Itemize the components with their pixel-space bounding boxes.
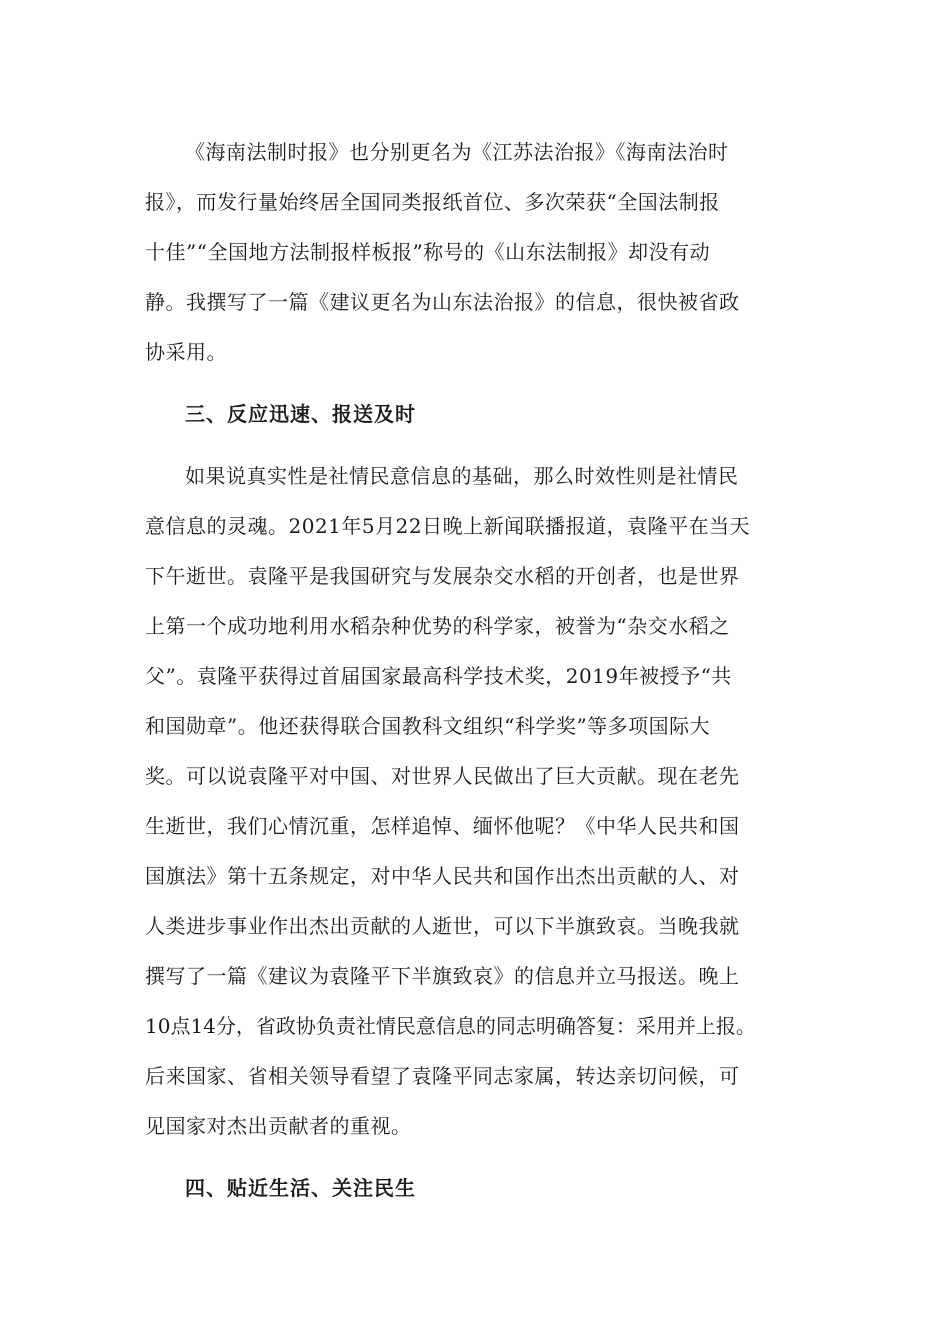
- paragraph-line: 父”。袁隆平获得过首届国家最高科学技术奖，2019年被授予“共: [145, 664, 732, 688]
- paragraph-line: 奖。可以说袁隆平对中国、对世界人民做出了巨大贡献。现在老先: [145, 764, 740, 788]
- paragraph-line: 10点14分，省政协负责社情民意信息的同志明确答复：采用并上报。: [145, 1014, 756, 1038]
- paragraph-line: 《海南法制时报》也分别更名为《江苏法治报》《海南法治时: [185, 140, 729, 164]
- paragraph-line: 协采用。: [145, 340, 227, 364]
- paragraph-line: 人类进步事业作出杰出贡献的人逝世，可以下半旗致哀。当晚我就: [145, 914, 740, 938]
- paragraph-line: 意信息的灵魂。2021年5月22日晚上新闻联播报道，袁隆平在当天: [145, 514, 751, 538]
- paragraph-line: 和国勋章”。他还获得联合国教科文组织“科学奖”等多项国际大: [145, 714, 711, 738]
- section-heading: 三、反应迅速、报送及时: [185, 402, 416, 426]
- paragraph-line: 静。我撰写了一篇《建议更名为山东法治报》的信息，很快被省政: [145, 290, 740, 314]
- section-heading: 四、贴近生活、关注民生: [185, 1176, 416, 1200]
- paragraph-line: 后来国家、省相关领导看望了袁隆平同志家属，转达亲切问候，可: [145, 1064, 740, 1088]
- paragraph-line: 下午逝世。袁隆平是我国研究与发展杂交水稻的开创者，也是世界: [145, 564, 740, 588]
- paragraph-line: 撰写了一篇《建议为袁隆平下半旗致哀》的信息并立马报送。晚上: [145, 964, 740, 988]
- paragraph-line: 上第一个成功地利用水稻杂种优势的科学家，被誉为“杂交水稻之: [145, 614, 730, 638]
- paragraph-line: 见国家对杰出贡献者的重视。: [145, 1114, 412, 1138]
- paragraph-line: 如果说真实性是社情民意信息的基础，那么时效性则是社情民: [185, 464, 739, 488]
- paragraph-line: 报》，而发行量始终居全国同类报纸首位、多次荣获“全国法制报: [145, 190, 720, 214]
- paragraph-line: 十佳”“全国地方法制报样板报”称号的《山东法制报》却没有动: [145, 240, 711, 264]
- paragraph-line: 生逝世，我们心情沉重，怎样追悼、缅怀他呢？《中华人民共和国: [145, 814, 740, 838]
- paragraph-line: 国旗法》第十五条规定，对中华人民共和国作出杰出贡献的人、对: [145, 864, 740, 888]
